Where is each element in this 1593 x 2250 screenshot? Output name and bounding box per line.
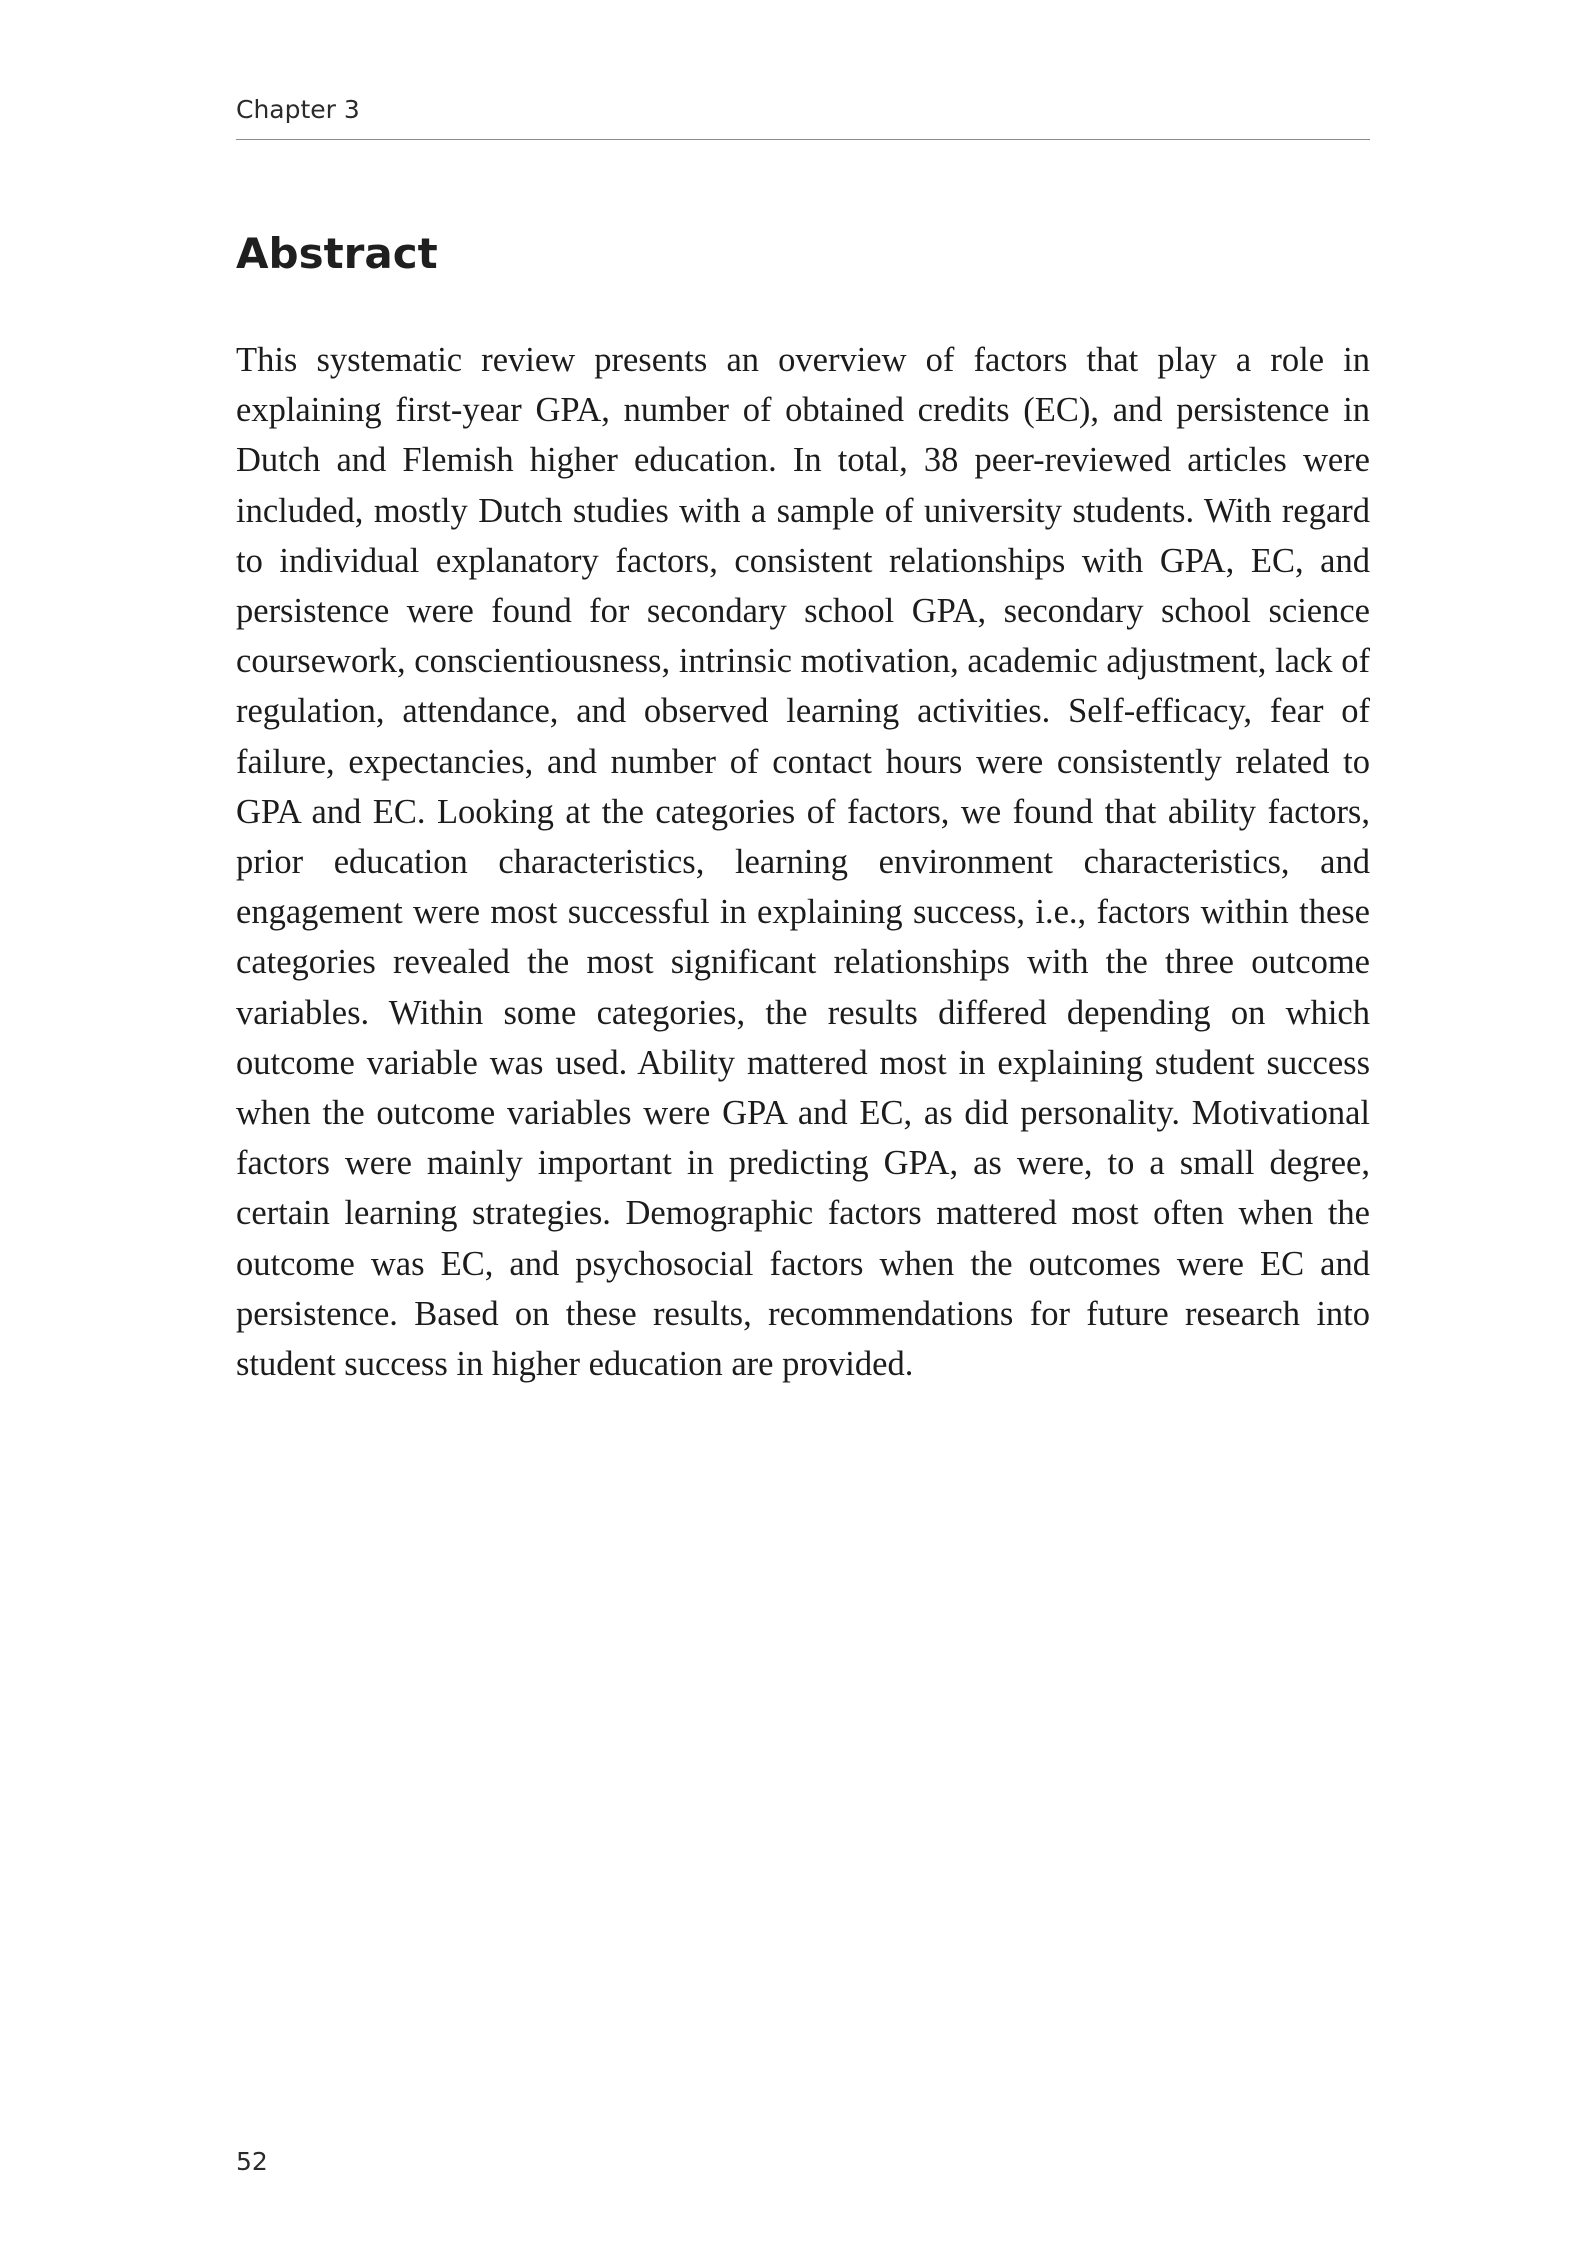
running-header: Chapter 3 [236,95,360,124]
page-number: 52 [236,2147,268,2176]
abstract-paragraph: This systematic review presents an overview of factors that play a role in explaining first-year GPA, number of obtained credits (EC), and persistence in Dutch and Flemish higher education. In total, 38 peer-reviewed articles were included, mostly Dutch studies with a sample of university students. With regard to individual explanatory factors, consistent relationships with GPA, EC, and persistence were found for secondary school GPA, secondary school science coursework, conscientiousness, intrinsic motivation, academic adjustment, lack of regulation, attendance, and observed learning activities. Self-efficacy, fear of failure, expectancies, and number of contact hours were consistently related to GPA and EC. Looking at the categories of factors, we found that ability factors, prior education characteristics, learning environment characteristics, and engagement were most successful in explaining success, i.e., factors within these categories revealed the most significant relationships with the three outcome variables. Within some categories, the results differed depending on which outcome variable was used. Ability mattered most in explaining student success when the outcome variables were GPA and EC, as did personality. Motivational factors were mainly important in predicting GPA, as were, to a small degree, certain learning strategies. Demographic factors mattered most often when the outcome was EC, and psychosocial factors when the outcomes were EC and persistence. Based on these results, recommendations for future research into student success in higher education are provided. [236,341,1370,1384]
section-title: Abstract [236,229,438,278]
header-divider [236,139,1370,140]
